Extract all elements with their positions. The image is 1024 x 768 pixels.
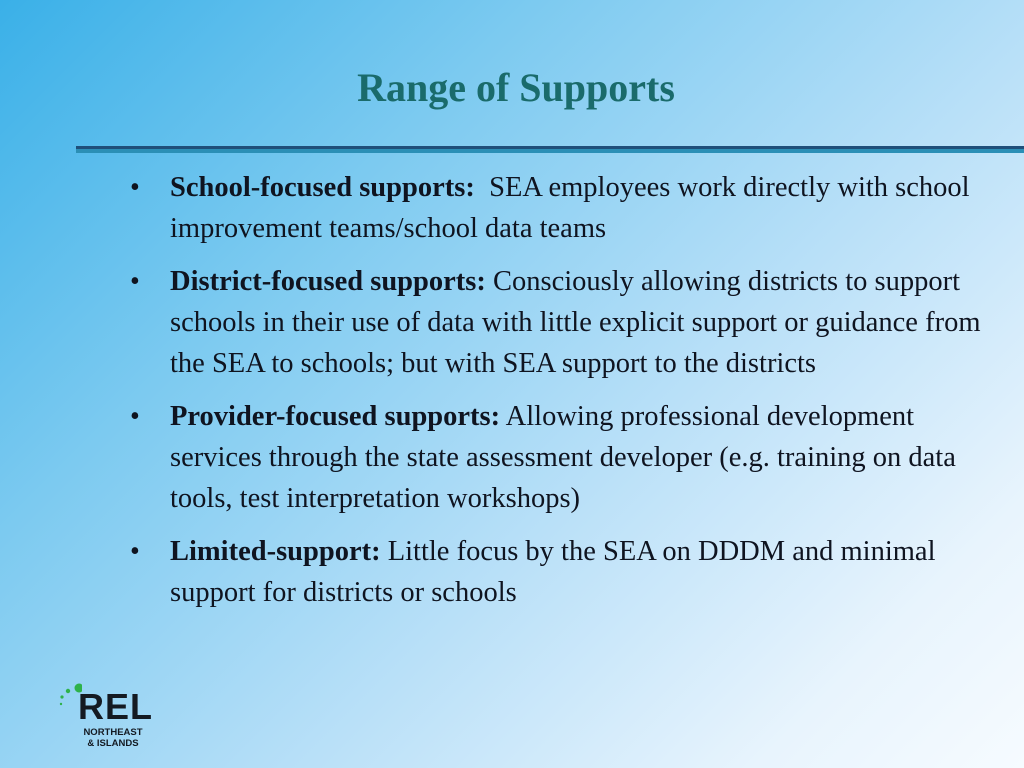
logo-subtitle-line2: & ISLANDS	[87, 738, 139, 749]
logo-subtitle	[80, 727, 146, 749]
bullet-term: Provider-focused supports:	[170, 401, 501, 432]
bullet-term: School-focused supports:	[170, 172, 475, 203]
bullet-text: Allowing professional development services through the state assessment developer (e.g. training on data tools, test interpretation workshops)	[170, 401, 956, 514]
bullet-text: Little focus by the SEA on DDDM and minimal support for districts or schools	[170, 536, 936, 608]
bullet-limited-support	[130, 531, 990, 613]
rel-logo	[58, 683, 158, 758]
bullet-marker: •	[130, 536, 140, 567]
bullet-district-focused	[130, 261, 990, 384]
bullet-list	[130, 167, 990, 625]
bullet-marker: •	[130, 266, 140, 297]
title-divider-light	[76, 149, 1024, 153]
slide-title: Range of Supports	[357, 65, 675, 110]
logo-subtitle-line1: NORTHEAST	[83, 727, 143, 738]
bullet-school-focused	[130, 167, 990, 249]
bullet-text: SEA employees work directly with school improvement teams/school data teams	[170, 172, 977, 244]
bullet-term: District-focused supports:	[170, 266, 486, 297]
bullet-provider-focused	[130, 396, 990, 519]
bullet-marker: •	[130, 401, 140, 432]
logo-wordmark: REL	[78, 686, 153, 727]
bullet-term: Limited-support:	[170, 536, 381, 567]
bullet-marker: •	[130, 172, 140, 203]
bullet-text: Consciously allowing districts to support schools in their use of data with little explicit support or guidance from the SEA to schools; but with SEA support to the districts	[170, 266, 981, 379]
